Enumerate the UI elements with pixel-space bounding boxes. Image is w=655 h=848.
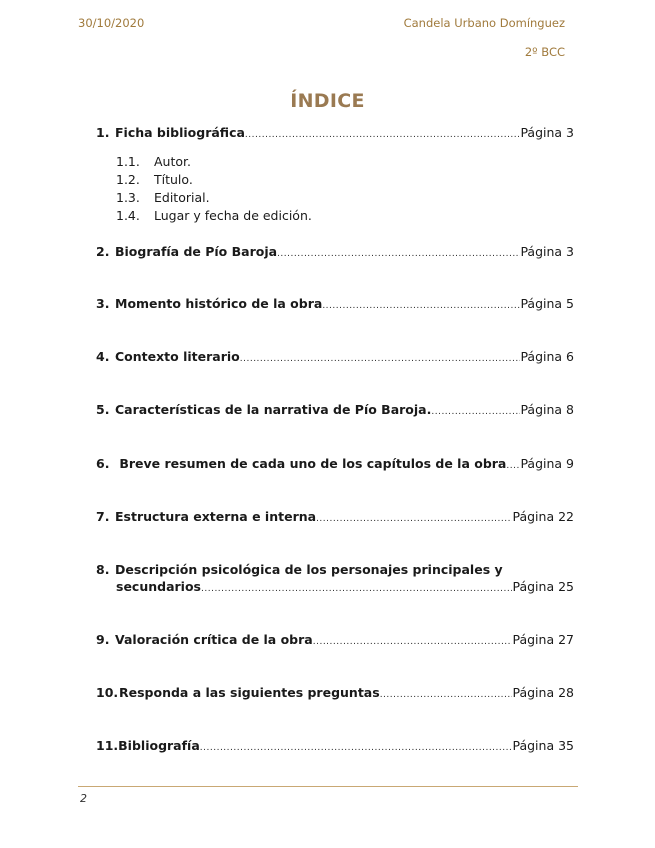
toc-leader-dots: [200, 740, 513, 757]
toc-entry-8: [96, 561, 574, 598]
toc-entry-number: 3.: [96, 296, 110, 311]
toc-entry-number: 10.: [96, 685, 119, 700]
toc-entry-label: Responda a las siguientes preguntas: [119, 685, 380, 700]
toc-leader-dots: [431, 404, 520, 421]
toc-entry-label: Valoración crítica de la obra: [115, 632, 313, 647]
toc-subentry: [116, 171, 193, 189]
toc-subentry-number: 1.3.: [116, 190, 140, 205]
toc-entry-page: Página 28: [512, 685, 574, 700]
toc-subentry-number: 1.4.: [116, 208, 140, 223]
toc-leader-dots: [380, 687, 513, 704]
toc-entry-number: 7.: [96, 509, 110, 524]
toc-entry-2: [96, 243, 574, 263]
toc-leader-dots: [316, 511, 512, 528]
toc-entry-number: 5.: [96, 402, 110, 417]
toc-subentry-number: 1.1.: [116, 154, 140, 169]
toc-subentry-label: Lugar y fecha de edición.: [154, 208, 312, 223]
toc-entry-label: Breve resumen de cada uno de los capítulos de la obra: [115, 456, 507, 471]
toc-entry-number: 6.: [96, 456, 110, 471]
toc-subentry-label: Título.: [154, 172, 193, 187]
toc-entry-number: 4.: [96, 349, 110, 364]
toc-entry-label: Momento histórico de la obra: [115, 296, 323, 311]
toc-leader-dots: [277, 246, 520, 263]
toc-entry-label: Biografía de Pío Baroja: [115, 244, 278, 259]
toc-entry-page: Página 3: [520, 125, 574, 140]
toc-entry-label: Bibliografía: [118, 738, 200, 753]
toc-subentry-number: 1.2.: [116, 172, 140, 187]
toc-entry-5: [96, 401, 574, 421]
toc-entry-page: Página 6: [520, 349, 574, 364]
toc-entry-page: Página 5: [520, 296, 574, 311]
toc-subentry: [116, 207, 312, 225]
toc-entry-number: 2.: [96, 244, 110, 259]
toc-entry-page: Página 25: [512, 579, 574, 594]
toc-leader-dots: [313, 634, 513, 651]
header-date: 30/10/2020: [78, 16, 145, 30]
toc-entry-4: [96, 348, 574, 368]
toc-entry-1: [96, 124, 574, 144]
toc-entry-label-continued: secundarios: [116, 579, 201, 594]
toc-entry-10: [96, 684, 574, 704]
page-number: 2: [80, 792, 87, 805]
toc-entry-label: Características de la narrativa de Pío Baroja.: [115, 402, 432, 417]
toc-entry-11: [96, 737, 574, 757]
toc-entry-label: Estructura externa e interna: [115, 509, 317, 524]
toc-entry-page: Página 22: [512, 509, 574, 524]
toc-leader-dots: [506, 458, 520, 475]
toc-subentry-label: Editorial.: [154, 190, 210, 205]
toc-entry-number: 9.: [96, 632, 110, 647]
toc-leader-dots: [240, 351, 521, 368]
toc-entry-3: [96, 295, 574, 315]
toc-entry-label: Ficha bibliográfica: [115, 125, 245, 140]
toc-subentry: [116, 153, 191, 171]
toc-entry-page: Página 8: [520, 402, 574, 417]
toc-entry-page: Página 35: [512, 738, 574, 753]
header-course: 2º BCC: [524, 45, 565, 59]
toc-entry-number: 8.: [96, 562, 110, 577]
toc-subentry: [116, 189, 210, 207]
toc-entry-number: 11.: [96, 738, 119, 753]
toc-leader-dots: [201, 581, 512, 598]
toc-leader-dots: [245, 127, 521, 144]
footer-divider: [78, 786, 578, 787]
toc-entry-page: Página 27: [512, 632, 574, 647]
toc-entry-number: 1.: [96, 125, 110, 140]
toc-entry-page: Página 3: [520, 244, 574, 259]
toc-entry-7: [96, 508, 574, 528]
toc-entry-page: Página 9: [520, 456, 574, 471]
header-author: Candela Urbano Domínguez: [403, 16, 565, 30]
toc-leader-dots: [322, 298, 520, 315]
toc-subentry-label: Autor.: [154, 154, 191, 169]
page-title: ÍNDICE: [290, 90, 365, 112]
toc-entry-label: Descripción psicológica de los personajes principales y: [115, 562, 503, 577]
toc-entry-9: [96, 631, 574, 651]
toc-entry-6: [96, 455, 574, 475]
toc-entry-label: Contexto literario: [115, 349, 240, 364]
